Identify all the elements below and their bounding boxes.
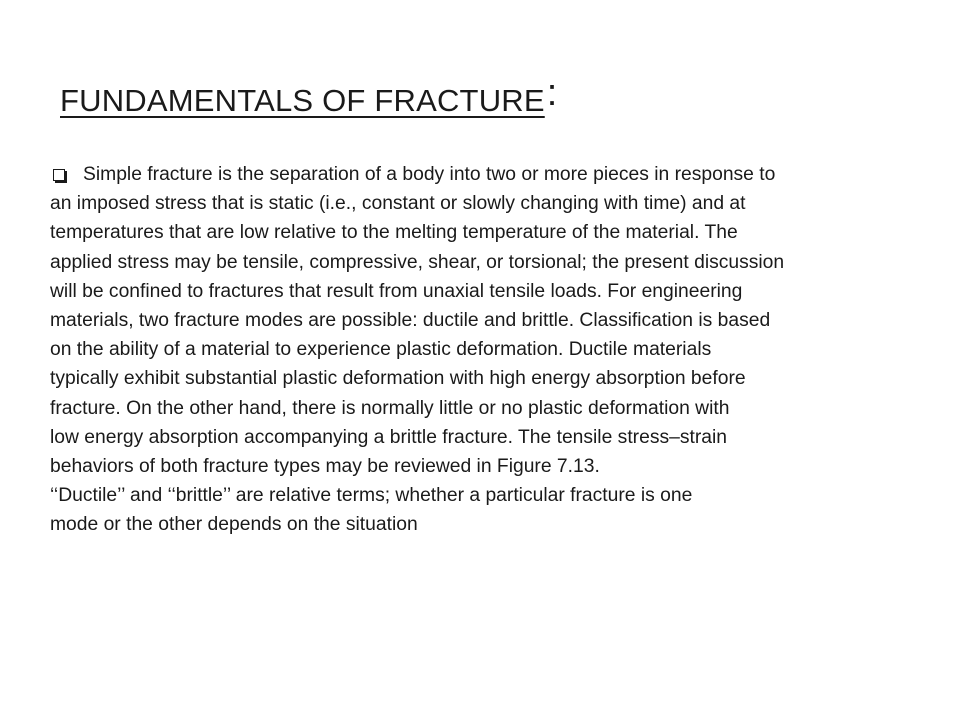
slide-title-colon: : bbox=[546, 72, 558, 114]
paragraph-line: will be confined to fractures that result from unaxial tensile loads. For engineering bbox=[50, 280, 743, 302]
slide-title-container bbox=[60, 72, 557, 119]
paragraph-line: fracture. On the other hand, there is normally little or no plastic deformation with bbox=[50, 397, 730, 419]
body-text bbox=[50, 160, 890, 540]
paragraph-line: applied stress may be tensile, compressive, shear, or torsional; the present discussion bbox=[50, 251, 785, 273]
checkbox-square-icon bbox=[53, 169, 65, 181]
paragraph-line: Simple fracture is the separation of a body into two or more pieces in response to bbox=[50, 160, 890, 189]
slide-title: FUNDAMENTALS OF FRACTURE bbox=[60, 83, 545, 118]
paragraph-line: low energy absorption accompanying a brittle fracture. The tensile stress–strain bbox=[50, 426, 727, 448]
paragraph-line: on the ability of a material to experience plastic deformation. Ductile materials bbox=[50, 339, 712, 361]
paragraph-line: materials, two fracture modes are possible: ductile and brittle. Classification is based bbox=[50, 310, 771, 332]
paragraph-line: mode or the other depends on the situation bbox=[50, 514, 418, 536]
paragraph-line: typically exhibit substantial plastic deformation with high energy absorption before bbox=[50, 368, 746, 390]
paragraph-line: an imposed stress that is static (i.e., constant or slowly changing with time) and at bbox=[50, 193, 746, 215]
paragraph-line: temperatures that are low relative to the melting temperature of the material. The bbox=[50, 222, 738, 244]
paragraph-line: ‘‘Ductile’’ and ‘‘brittle’’ are relative terms; whether a particular fracture is one bbox=[50, 485, 693, 507]
paragraph-line: behaviors of both fracture types may be reviewed in Figure 7.13. bbox=[50, 456, 600, 478]
